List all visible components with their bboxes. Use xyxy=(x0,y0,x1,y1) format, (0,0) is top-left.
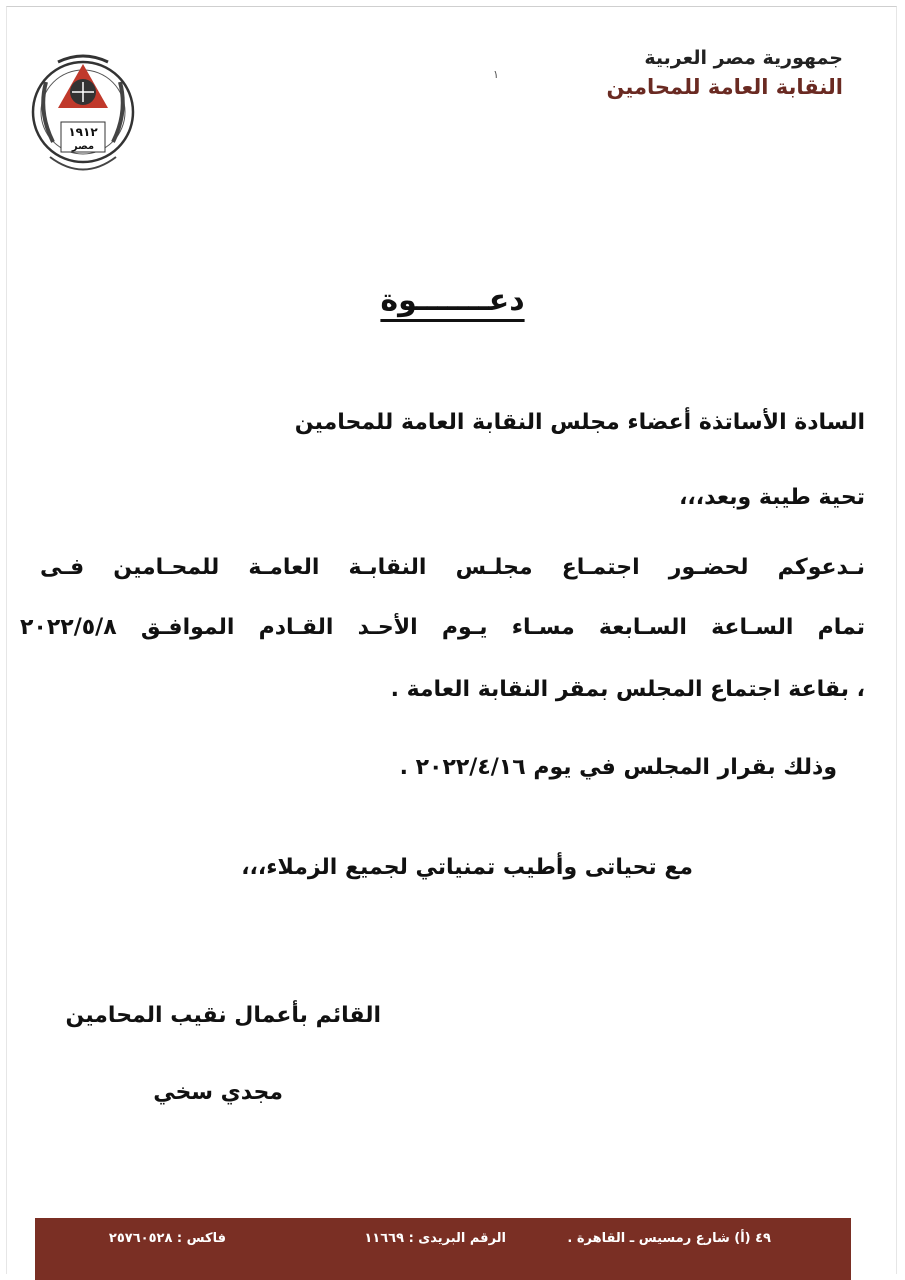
stray-mark: ١ xyxy=(493,68,499,81)
footer-fax: فاكس : ٢٥٧٦٠٥٢٨ xyxy=(108,1231,226,1246)
greeting-line: تحية طيبة وبعد،،، xyxy=(679,485,865,510)
footer-address: ٤٩ (أ) شارع رمسيس ـ القاهرة . xyxy=(567,1231,771,1246)
letterhead xyxy=(607,44,844,102)
title-text: دعـــــــوة xyxy=(380,283,525,318)
addressee-line: السادة الأساتذة أعضاء مجلس النقابة العامة للمحامين xyxy=(294,410,865,435)
invitation-line-2: تمام السـاعة السـابعة مسـاء يـوم الأحـد القـادم الموافـق ٢٠٢٢/٥/٨ xyxy=(20,615,865,640)
bar-association-logo xyxy=(28,42,138,192)
footer-postal-code: الرقم البريدى : ١١٦٦٩ xyxy=(364,1231,506,1246)
decision-line: وذلك بقرار المجلس في يوم ٢٠٢٢/٤/١٦ . xyxy=(399,755,837,780)
footer-bar xyxy=(35,1218,851,1280)
invitation-line-1: نـدعوكم لحضـور اجتمـاع مجلـس النقابـة العامـة للمحـامين فـى xyxy=(40,555,865,580)
signatory-role: القائم بأعمال نقيب المحامين xyxy=(65,1003,381,1028)
document-title xyxy=(0,283,905,318)
closing-line: مع تحياتى وأطيب تمنياتي لجميع الزملاء،،، xyxy=(241,855,693,880)
logo-year: ١٩١٢ xyxy=(68,125,98,139)
signatory-name: مجدي سخي xyxy=(153,1080,283,1105)
invitation-line-3: ، بقاعة اجتماع المجلس بمقر النقابة العامة . xyxy=(390,677,865,702)
country-name: جمهورية مصر العربية xyxy=(644,47,843,69)
logo-country: مصر xyxy=(71,141,95,152)
page-border xyxy=(6,6,897,1274)
organization-name: النقابة العامة للمحامين xyxy=(606,75,843,99)
